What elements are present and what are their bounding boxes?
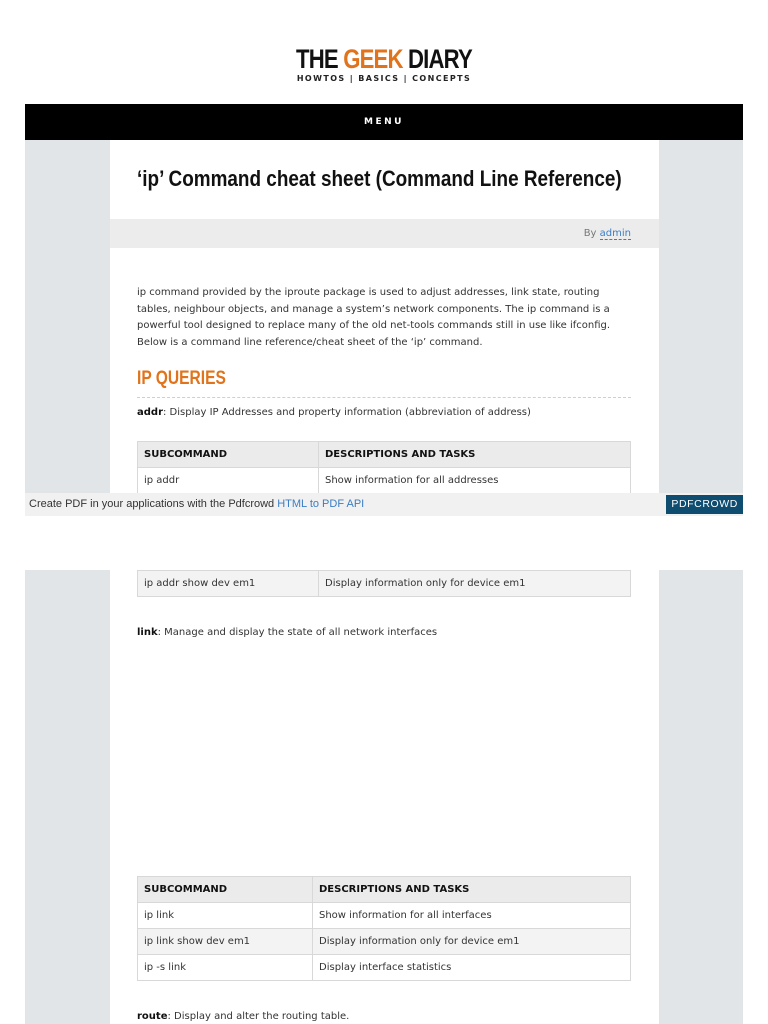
table-cell: ip -s link — [138, 955, 313, 981]
table-row — [138, 903, 631, 929]
link-table — [137, 876, 631, 981]
table-row — [138, 468, 631, 494]
pdfcrowd-text: Create PDF in your applications with the Pdfcrowd — [29, 498, 278, 510]
logo-text-diary: DIARY — [402, 44, 472, 74]
table-header: SUBCOMMAND — [138, 877, 313, 903]
menu-button[interactable]: MENU — [25, 104, 743, 140]
intro-paragraph: ip command provided by the iproute package is used to adjust addresses, link state, routing tables, neighbour objects, and manage a system’s network components. The ip command is a powerful tool designed to replace many of the old net-tools commands still in use like ifconfig. Below is a command line reference/cheat sheet of the ‘ip’ command. — [137, 287, 611, 348]
table-cell: Display information only for device em1 — [313, 929, 631, 955]
addr-term: addr — [137, 407, 163, 418]
section-divider — [137, 397, 631, 398]
article-content-continued — [110, 570, 659, 1024]
author-link[interactable]: admin — [599, 228, 631, 239]
pdf-page-1 — [25, 0, 743, 493]
site-header — [25, 0, 743, 104]
table-header-row — [138, 877, 631, 903]
pdfcrowd-badge-link[interactable]: PDFCROWD — [666, 495, 743, 514]
site-tagline: HOWTOS | BASICS | CONCEPTS — [296, 74, 472, 83]
table-header: DESCRIPTIONS AND TASKS — [313, 877, 631, 903]
table-header-row — [138, 442, 631, 468]
table-cell: ip link — [138, 903, 313, 929]
table-cell: Display information only for device em1 — [319, 571, 631, 597]
link-description — [137, 627, 437, 638]
html-to-pdf-api-link[interactable]: HTML to PDF API — [277, 498, 365, 510]
site-logo[interactable] — [90, 44, 679, 74]
table-row — [138, 929, 631, 955]
link-term: link — [137, 627, 158, 638]
table-cell: Display interface statistics — [313, 955, 631, 981]
post-title: ‘ip’ Command cheat sheet (Command Line Reference) — [137, 166, 622, 191]
byline-label: By — [583, 228, 597, 239]
table-cell: Show information for all interfaces — [313, 903, 631, 929]
table-header: DESCRIPTIONS AND TASKS — [319, 442, 631, 468]
pdfcrowd-footer-text — [29, 498, 364, 510]
table-row — [138, 571, 631, 597]
pdf-page-2 — [25, 570, 743, 1024]
route-term: route — [137, 1011, 168, 1022]
link-desc-text: : Manage and display the state of all network interfaces — [157, 627, 438, 638]
post-byline — [110, 219, 659, 248]
table-cell: Show information for all addresses — [319, 468, 631, 494]
addr-table — [137, 441, 631, 493]
pdfcrowd-footer — [25, 493, 743, 516]
section-title-ip-queries: IP QUERIES — [137, 368, 226, 389]
addr-table-continued — [137, 570, 631, 597]
table-cell: ip link show dev em1 — [138, 929, 313, 955]
route-desc-text: : Display and alter the routing table. — [167, 1011, 350, 1022]
table-cell: ip addr — [138, 468, 319, 494]
table-header: SUBCOMMAND — [138, 442, 319, 468]
addr-desc-text: : Display IP Addresses and property information (abbreviation of address) — [163, 407, 531, 418]
logo-text-the: THE — [296, 44, 344, 74]
article-content — [110, 140, 659, 493]
addr-description — [137, 407, 531, 418]
table-row — [138, 955, 631, 981]
route-description — [137, 1011, 349, 1022]
table-cell: ip addr show dev em1 — [138, 571, 319, 597]
logo-text-geek: GEEK — [343, 44, 403, 74]
